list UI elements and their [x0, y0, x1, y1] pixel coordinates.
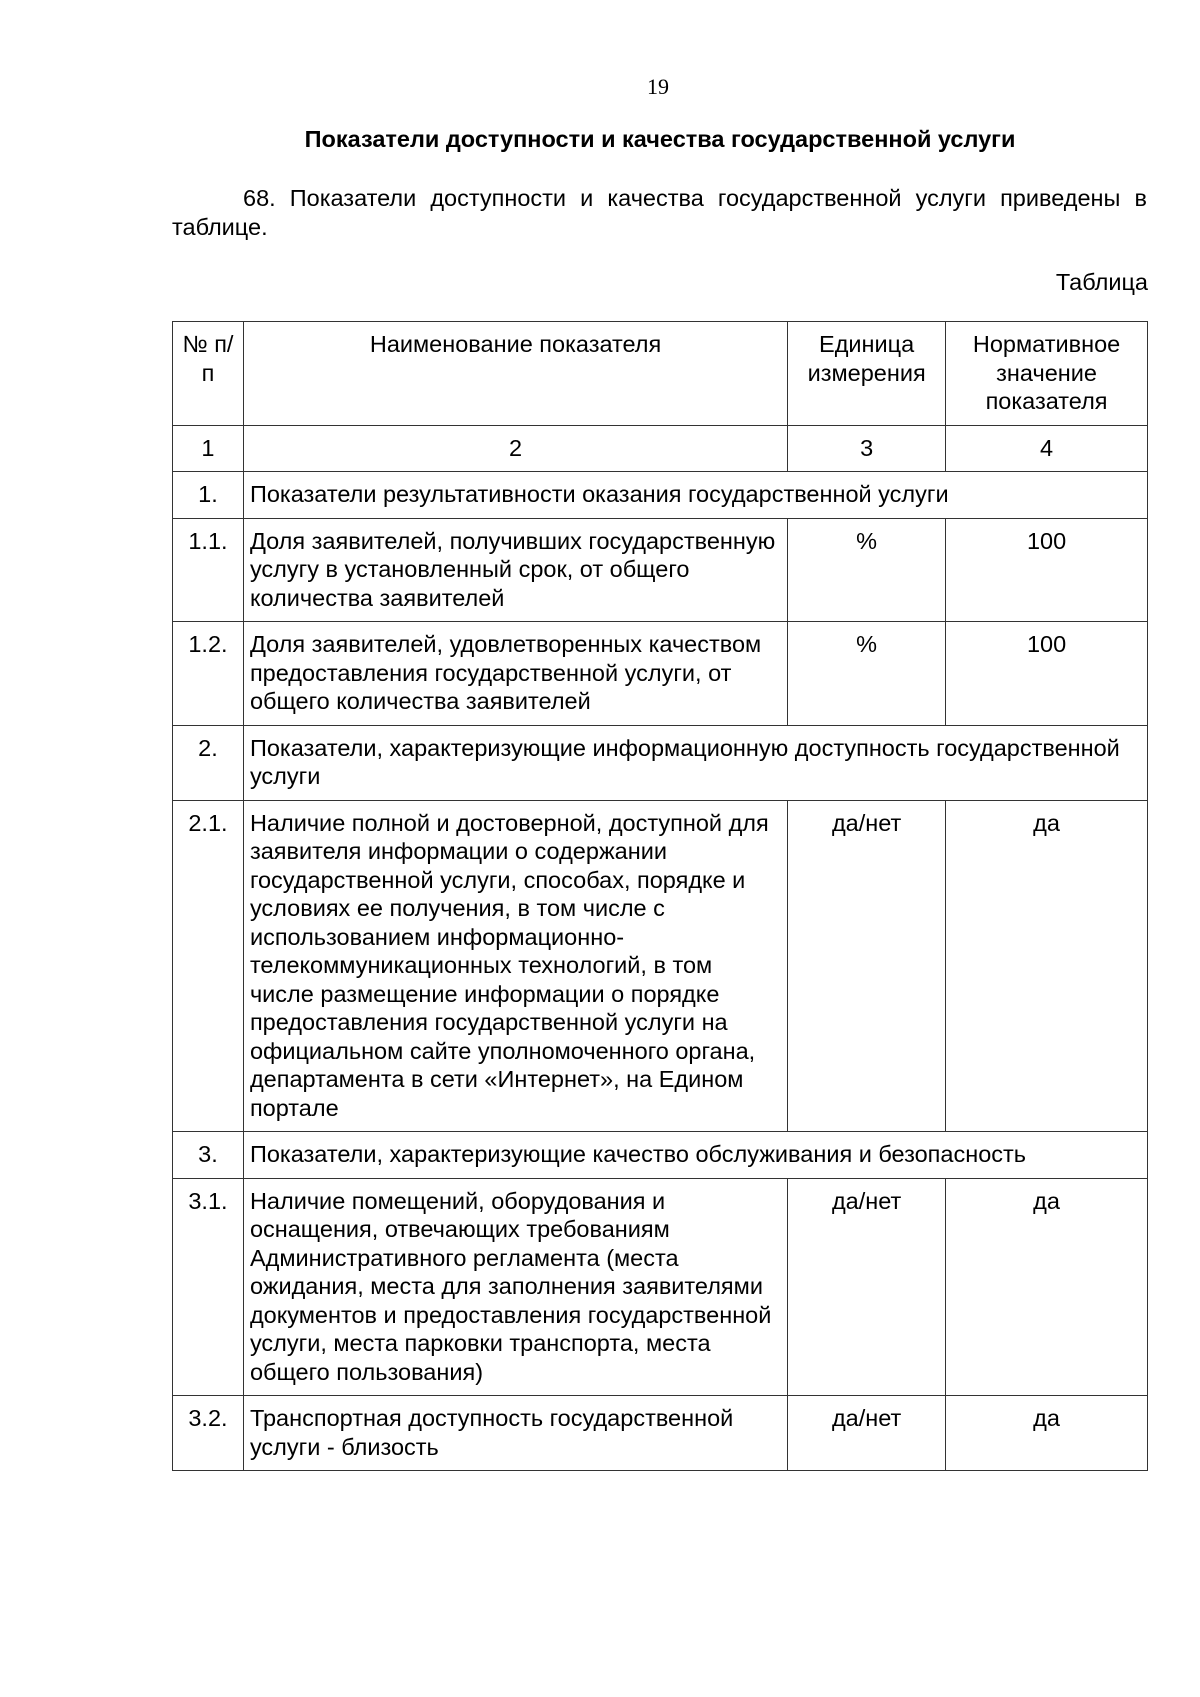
table-row [173, 1396, 1148, 1471]
indicator-name-cell: Доля заявителей, получивших государственную услугу в установленный срок, от общего количества заявителей [243, 518, 787, 622]
indicator-name-cell: Наличие полной и достоверной, доступной для заявителя информации о содержании государственной услуги, способах, порядке и условиях ее получения, в том числе с использованием информационно-телекоммуникационных технологий, в том числе размещение информации о порядке предоставления государственной услуги на официальном сайте уполномоченного органа, департамента в сети «Интернет», на Едином портале [243, 800, 787, 1132]
value-cell: да [946, 800, 1148, 1132]
column-number-row [173, 425, 1148, 472]
section-title-cell: Показатели, характеризующие качество обслуживания и безопасность [243, 1132, 1147, 1179]
table-caption: Таблица [1055, 269, 1148, 295]
paragraph-68: 68. Показатели доступности и качества государственной услуги приведены в таблице. [172, 185, 1147, 240]
section-title-cell: Показатели результативности оказания государственной услуги [243, 472, 1147, 519]
unit-cell: да/нет [788, 1178, 946, 1396]
unit-cell: % [788, 518, 946, 622]
header-cell-number: № п/п [173, 322, 244, 426]
table-row [173, 800, 1148, 1132]
table-row [173, 622, 1148, 726]
table-row [173, 518, 1148, 622]
row-number-cell: 3.1. [173, 1178, 244, 1396]
indicators-table [172, 321, 1148, 1471]
table-section-row [173, 1132, 1148, 1179]
header-cell-value: Нормативное значение показателя [946, 322, 1148, 426]
row-number-cell: 1.2. [173, 622, 244, 726]
indicator-name-cell: Доля заявителей, удовлетворенных качеством предоставления государственной услуги, от общего количества заявителей [243, 622, 787, 726]
column-number-cell: 2 [243, 425, 787, 472]
header-cell-unit: Единица измерения [788, 322, 946, 426]
unit-cell: да/нет [788, 800, 946, 1132]
indicator-name-cell: Транспортная доступность государственной услуги - близость [243, 1396, 787, 1471]
row-number-cell: 1. [173, 472, 244, 519]
table-section-row [173, 725, 1148, 800]
header-cell-name: Наименование показателя [243, 322, 787, 426]
row-number-cell: 2. [173, 725, 244, 800]
page-number: 19 [647, 74, 669, 99]
unit-cell: да/нет [788, 1396, 946, 1471]
table-section-row [173, 472, 1148, 519]
page-title: Показатели доступности и качества государственной услуги [304, 126, 1016, 152]
table-row [173, 1178, 1148, 1396]
row-number-cell: 3. [173, 1132, 244, 1179]
section-title-cell: Показатели, характеризующие информационную доступность государственной услуги [243, 725, 1147, 800]
value-cell: да [946, 1396, 1148, 1471]
row-number-cell: 3.2. [173, 1396, 244, 1471]
column-number-cell: 4 [946, 425, 1148, 472]
row-number-cell: 1.1. [173, 518, 244, 622]
value-cell: 100 [946, 622, 1148, 726]
unit-cell: % [788, 622, 946, 726]
column-number-cell: 1 [173, 425, 244, 472]
value-cell: да [946, 1178, 1148, 1396]
indicator-name-cell: Наличие помещений, оборудования и оснащения, отвечающих требованиям Административного регламента (места ожидания, места для заполнения заявителями документов и предоставления государственной услуги, места парковки транспорта, места общего пользования) [243, 1178, 787, 1396]
column-number-cell: 3 [788, 425, 946, 472]
table-header-row [173, 322, 1148, 426]
value-cell: 100 [946, 518, 1148, 622]
row-number-cell: 2.1. [173, 800, 244, 1132]
